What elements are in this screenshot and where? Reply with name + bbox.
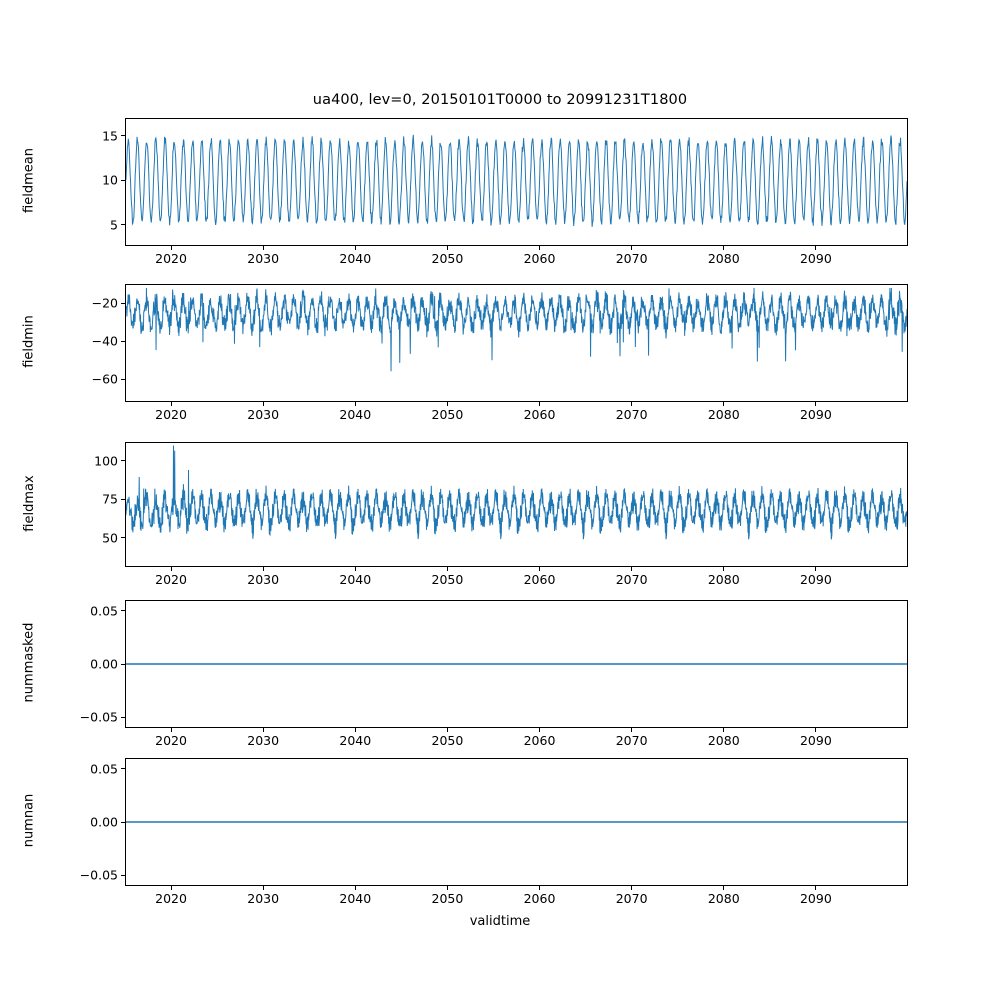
x-tick-label: 2030 xyxy=(247,572,280,587)
y-tick-mark xyxy=(121,537,125,538)
x-tick-label: 2080 xyxy=(707,733,740,748)
x-tick-mark xyxy=(723,246,724,250)
x-tick-mark xyxy=(355,886,356,890)
x-tick-mark xyxy=(171,728,172,732)
x-tick-mark xyxy=(815,728,816,732)
y-tick-mark xyxy=(121,460,125,461)
y-axis-label-fieldmin: fieldmin xyxy=(21,315,37,368)
y-tick-mark xyxy=(121,875,125,876)
x-tick-mark xyxy=(723,567,724,571)
x-tick-mark xyxy=(631,728,632,732)
x-tick-label: 2020 xyxy=(155,407,187,422)
x-tick-label: 2030 xyxy=(247,733,280,748)
y-tick-mark xyxy=(121,610,125,611)
x-tick-mark xyxy=(631,567,632,571)
x-tick-label: 2090 xyxy=(799,572,832,587)
y-tick-mark xyxy=(121,180,125,181)
x-tick-label: 2090 xyxy=(799,407,832,422)
x-tick-mark xyxy=(171,246,172,250)
y-tick-label: 0.00 xyxy=(90,814,118,830)
x-tick-label: 2060 xyxy=(523,407,556,422)
x-tick-label: 2070 xyxy=(615,251,648,266)
x-tick-label: 2070 xyxy=(615,733,648,748)
x-tick-mark xyxy=(539,246,540,250)
y-tick-label: −40 xyxy=(91,333,118,349)
x-tick-mark xyxy=(263,402,264,406)
x-tick-label: 2070 xyxy=(615,572,648,587)
x-tick-label: 2070 xyxy=(615,407,648,422)
x-tick-label: 2020 xyxy=(155,733,187,748)
x-tick-mark xyxy=(263,728,264,732)
y-tick-label: −0.05 xyxy=(79,709,118,725)
x-tick-labels xyxy=(0,891,1000,909)
y-axis-label-fieldmax: fieldmax xyxy=(21,474,37,532)
x-tick-label: 2040 xyxy=(339,733,372,748)
x-tick-label: 2030 xyxy=(247,891,280,906)
y-tick-label: 100 xyxy=(94,453,118,469)
x-tick-labels xyxy=(0,251,1000,269)
subplot-fieldmax xyxy=(125,442,908,567)
y-tick-label: 0.05 xyxy=(90,603,118,619)
x-tick-labels xyxy=(0,572,1000,590)
x-tick-label: 2060 xyxy=(523,572,556,587)
x-tick-mark xyxy=(171,402,172,406)
x-tick-mark xyxy=(631,402,632,406)
x-tick-mark xyxy=(447,246,448,250)
y-axis-label-nummasked: nummasked xyxy=(21,622,37,703)
x-axis-label: validtime xyxy=(469,914,531,929)
x-tick-label: 2050 xyxy=(431,572,464,587)
y-tick-mark xyxy=(121,822,125,823)
x-tick-label: 2040 xyxy=(339,891,372,906)
y-tick-mark xyxy=(121,664,125,665)
x-tick-mark xyxy=(263,886,264,890)
chart-title: ua400, lev=0, 20150101T0000 to 20991231T1800 xyxy=(312,92,688,108)
x-tick-mark xyxy=(355,402,356,406)
x-tick-label: 2060 xyxy=(523,733,556,748)
x-tick-label: 2080 xyxy=(707,572,740,587)
x-tick-label: 2040 xyxy=(339,407,372,422)
y-tick-label: 50 xyxy=(102,530,118,546)
y-tick-label: 0.05 xyxy=(90,761,118,777)
y-tick-label: 10 xyxy=(102,172,118,188)
x-tick-mark xyxy=(263,246,264,250)
x-tick-label: 2060 xyxy=(523,891,556,906)
y-tick-mark xyxy=(121,717,125,718)
y-tick-label: −60 xyxy=(91,371,118,387)
y-tick-mark xyxy=(121,768,125,769)
x-tick-mark xyxy=(539,402,540,406)
subplot-nummasked xyxy=(125,600,908,728)
x-tick-label: 2080 xyxy=(707,251,740,266)
y-tick-label: 75 xyxy=(102,491,118,507)
x-tick-mark xyxy=(447,567,448,571)
x-tick-mark xyxy=(631,246,632,250)
data-line-fieldmax xyxy=(126,446,907,540)
y-tick-label: 15 xyxy=(102,128,118,144)
x-tick-mark xyxy=(723,402,724,406)
x-tick-labels xyxy=(0,733,1000,751)
x-tick-mark xyxy=(815,246,816,250)
x-tick-mark xyxy=(171,886,172,890)
y-tick-label: −20 xyxy=(91,295,118,311)
x-tick-label: 2020 xyxy=(155,251,187,266)
x-tick-mark xyxy=(263,567,264,571)
y-tick-mark xyxy=(121,303,125,304)
x-tick-mark xyxy=(447,886,448,890)
x-tick-label: 2090 xyxy=(799,251,832,266)
x-tick-label: 2040 xyxy=(339,572,372,587)
x-tick-mark xyxy=(723,728,724,732)
x-tick-mark xyxy=(539,886,540,890)
subplot-numnan xyxy=(125,758,908,886)
subplot-fieldmin xyxy=(125,284,908,402)
x-tick-mark xyxy=(447,402,448,406)
x-tick-mark xyxy=(171,567,172,571)
x-tick-label: 2060 xyxy=(523,251,556,266)
x-tick-mark xyxy=(815,886,816,890)
x-tick-mark xyxy=(815,567,816,571)
y-tick-mark xyxy=(121,379,125,380)
x-tick-label: 2070 xyxy=(615,891,648,906)
data-line-fieldmin xyxy=(126,288,907,371)
x-tick-label: 2040 xyxy=(339,251,372,266)
y-tick-mark xyxy=(121,135,125,136)
x-tick-label: 2080 xyxy=(707,407,740,422)
x-tick-label: 2050 xyxy=(431,407,464,422)
x-tick-label: 2050 xyxy=(431,251,464,266)
x-tick-label: 2080 xyxy=(707,891,740,906)
x-tick-mark xyxy=(355,567,356,571)
x-tick-mark xyxy=(723,886,724,890)
y-axis-label-fieldmean: fieldmean xyxy=(21,148,37,213)
x-tick-mark xyxy=(631,886,632,890)
x-tick-mark xyxy=(815,402,816,406)
x-tick-mark xyxy=(539,567,540,571)
x-tick-label: 2030 xyxy=(247,251,280,266)
x-tick-mark xyxy=(447,728,448,732)
x-tick-mark xyxy=(355,246,356,250)
y-tick-label: −0.05 xyxy=(79,867,118,883)
x-tick-label: 2050 xyxy=(431,733,464,748)
x-tick-mark xyxy=(539,728,540,732)
y-tick-mark xyxy=(121,224,125,225)
data-line-fieldmean xyxy=(126,135,907,227)
x-tick-label: 2050 xyxy=(431,891,464,906)
x-tick-label: 2030 xyxy=(247,407,280,422)
x-tick-label: 2020 xyxy=(155,891,187,906)
x-tick-mark xyxy=(355,728,356,732)
y-tick-label: 5 xyxy=(110,217,118,233)
x-tick-labels xyxy=(0,407,1000,425)
y-axis-label-numnan: numnan xyxy=(21,793,37,848)
x-tick-label: 2020 xyxy=(155,572,187,587)
x-tick-label: 2090 xyxy=(799,733,832,748)
y-tick-label: 0.00 xyxy=(90,656,118,672)
x-tick-label: 2090 xyxy=(799,891,832,906)
y-tick-mark xyxy=(121,499,125,500)
subplot-fieldmean xyxy=(125,118,908,246)
y-tick-mark xyxy=(121,341,125,342)
